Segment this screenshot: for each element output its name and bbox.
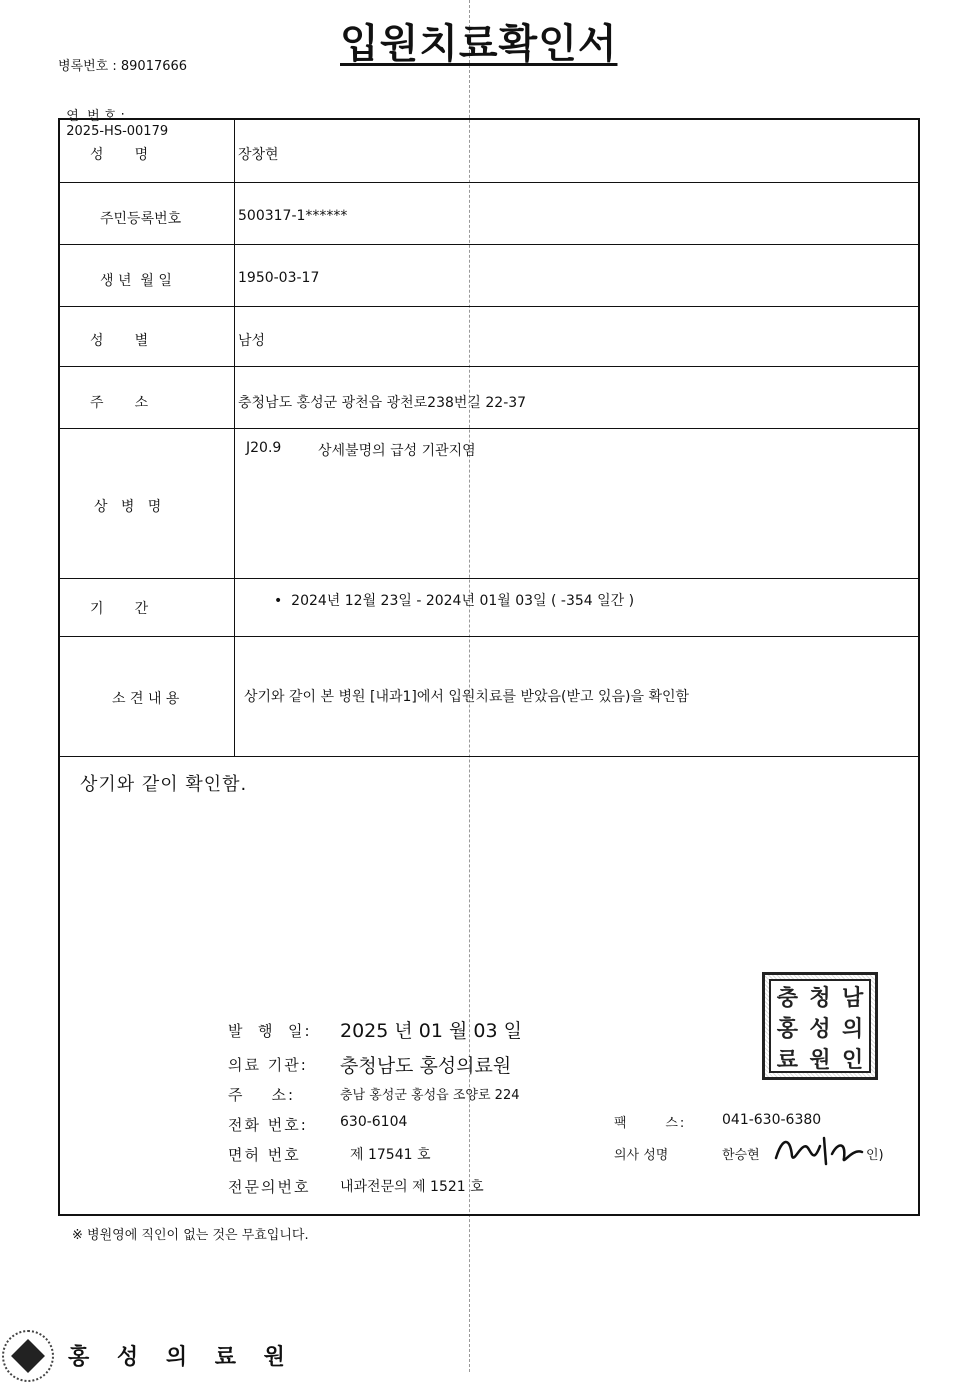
- row-divider: [60, 244, 918, 245]
- row-divider: [60, 636, 918, 637]
- seal-char: 인: [842, 1047, 864, 1073]
- document-title: 입원치료확인서: [340, 21, 618, 67]
- seal-char: 의: [842, 1016, 864, 1042]
- dob-label: 생 년 월 일: [100, 273, 172, 289]
- fax-label: 팩 스:: [614, 1116, 687, 1131]
- column-divider: [234, 120, 235, 756]
- name-value: 장창현: [238, 147, 279, 163]
- row-divider: [60, 428, 918, 429]
- license-number: 제 17541 호: [350, 1147, 431, 1163]
- address-value: 충청남도 홍성군 광천읍 광천로238번길 22-37: [238, 395, 527, 411]
- diagnosis-label: 상 병 명: [94, 499, 162, 515]
- sex-value: 남성: [238, 333, 266, 349]
- row-divider: [60, 306, 918, 307]
- seal-char: 원: [809, 1047, 831, 1073]
- doctor-signature: [772, 1128, 872, 1172]
- seal-char: 남: [842, 985, 864, 1011]
- institution-address: 충남 홍성군 홍성읍 조양로 224: [340, 1088, 520, 1103]
- period-label: 기 간: [90, 601, 149, 617]
- address-label: 주 소: [90, 395, 149, 411]
- seal-char: 성: [809, 1016, 831, 1042]
- doctor-label: 의사 성명: [614, 1148, 669, 1163]
- hospital-seal: [762, 972, 878, 1080]
- footer-hospital-name: 홍 성 의 료 원: [68, 1345, 295, 1370]
- rrn-value: 500317-1******: [238, 208, 348, 224]
- row-divider: [60, 182, 918, 183]
- name-label: 성 명: [90, 147, 149, 163]
- serial-number-value: 2025-HS-00179: [66, 124, 169, 139]
- serial-number-label: 연 번 호 :: [66, 109, 125, 124]
- row-divider: [60, 366, 918, 367]
- seal-char: 청: [809, 985, 831, 1011]
- period-value: • 2024년 12월 23일 - 2024년 01월 03일 ( -354 일간 ): [274, 593, 635, 609]
- confirm-statement: 상기와 같이 확인함.: [80, 774, 248, 795]
- specialist-label: 전문의번호: [228, 1178, 311, 1196]
- doctor-name: 한승현: [722, 1148, 760, 1163]
- phone-label: 전화 번호:: [228, 1116, 308, 1134]
- institution-label: 의료 기관:: [228, 1056, 308, 1074]
- opinion-value: 상기와 같이 본 병원 [내과1]에서 입원치료를 받았음(받고 있음)을 확인함: [244, 689, 690, 705]
- seal-char: 료: [776, 1047, 798, 1073]
- diagnosis-code: J20.9: [246, 440, 282, 456]
- hospital-logo-icon: [2, 1330, 54, 1382]
- sex-label: 성 별: [90, 333, 149, 349]
- row-divider: [60, 578, 918, 579]
- seal-char: 홍: [776, 1016, 798, 1042]
- institution-address-label: 주 소:: [228, 1086, 296, 1104]
- record-number-label: 병록번호 :: [58, 59, 117, 74]
- opinion-label: 소 견 내 용: [112, 691, 180, 707]
- license-label: 면허 번호: [228, 1146, 301, 1164]
- issue-date-label: 발 행 일:: [228, 1022, 312, 1040]
- specialist-number: 내과전문의 제 1521 호: [340, 1179, 484, 1195]
- fax-number: 041-630-6380: [722, 1112, 822, 1128]
- dob-value: 1950-03-17: [238, 270, 320, 286]
- seal-char: 충: [776, 985, 798, 1011]
- seal-suffix: 인): [866, 1148, 884, 1163]
- seal-characters: [769, 979, 871, 1073]
- issue-date: 2025 년 01 월 03 일: [340, 1020, 522, 1042]
- row-divider: [60, 756, 918, 757]
- record-number: [58, 55, 187, 74]
- rrn-label: 주민등록번호: [100, 211, 182, 227]
- institution-name: 충청남도 홍성의료원: [340, 1055, 512, 1077]
- record-number-value: 89017666: [120, 59, 188, 74]
- logo-mark: [11, 1339, 45, 1373]
- validity-note: ※ 병원영에 직인이 없는 것은 무효입니다.: [72, 1228, 309, 1243]
- diagnosis-name: 상세불명의 급성 기관지염: [318, 443, 476, 459]
- phone-number: 630-6104: [340, 1114, 408, 1130]
